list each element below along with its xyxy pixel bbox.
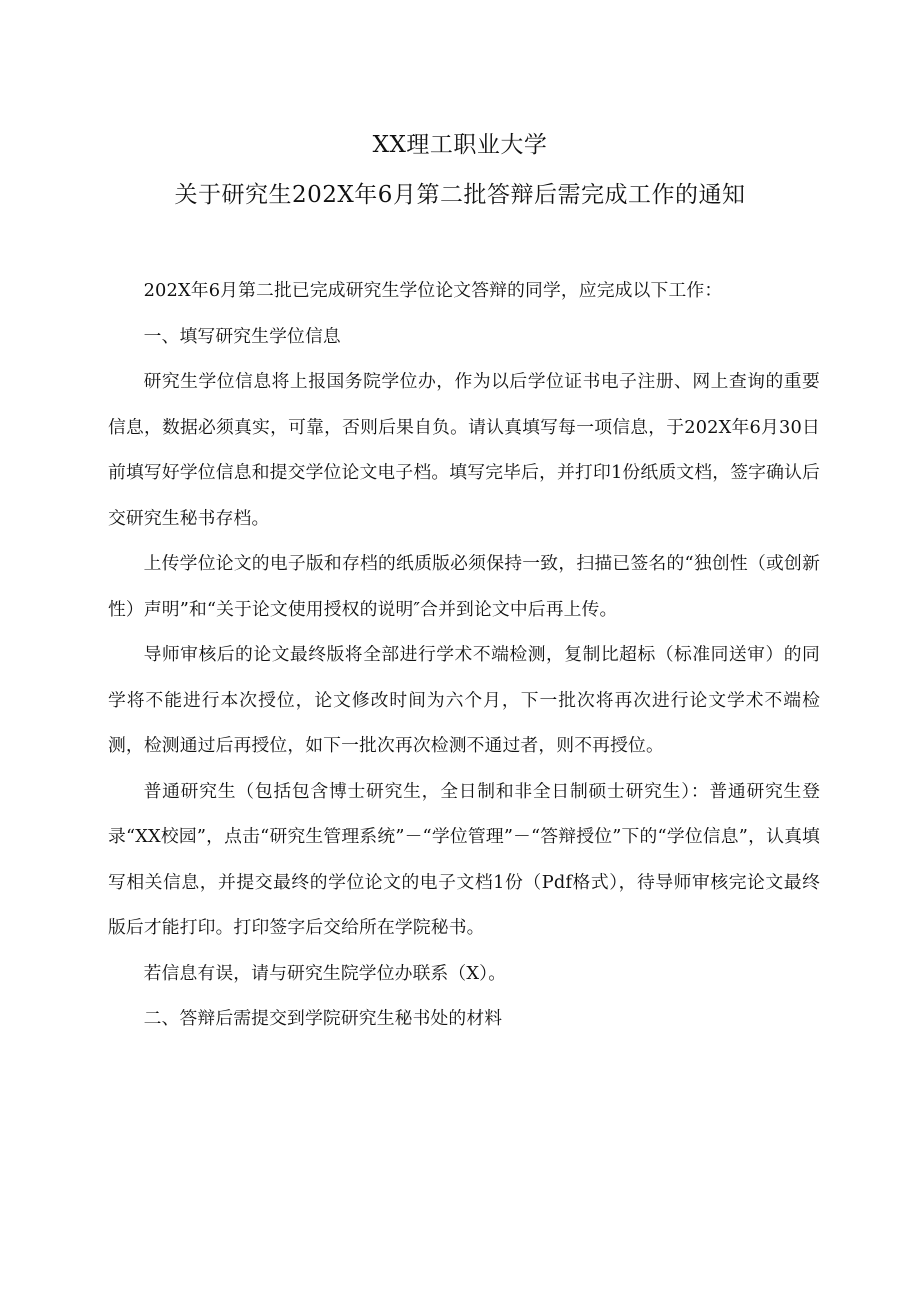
section-heading-2: 二、答辩后需提交到学院研究生秘书处的材料 (143, 1008, 503, 1029)
body-paragraph: 上传学位论文的电子版和存档的纸质版必须保持一致，扫描已签名的“独创性（或创新性）声明”和“关于论文使用授权的说明″合并到论文中后再上传。 (108, 553, 820, 620)
intro-paragraph: 202X年6月第二批已完成研究生学位论文答辩的同学，应完成以下工作： (143, 280, 723, 301)
contact-paragraph: 若信息有误，请与研究生院学位办联系（X）。 (143, 962, 507, 984)
section-heading-1: 一、填写研究生学位信息 (143, 325, 341, 347)
body-paragraph: 研究生学位信息将上报国务院学位办，作为以后学位证书电子注册、网上查询的重要信息，数据必须真实，可靠，否则后果自负。请认真填写每一项信息，于202X年6月30日前填写好学位信息和提交学位论文电子档。填写完毕后，并打印1份纸质文档，签字确认后交研究生秘书存档。 (108, 371, 820, 529)
body-paragraph: 导师审核后的论文最终版将全部进行学术不端检测，复制比超标（标准同送审）的同学将不能进行本次授位，论文修改时间为六个月，下一批次将再次进行论文学术不端检测，检测通过后再授位，如下一批次再次检测不通过者，则不再授位。 (108, 644, 820, 756)
body-paragraph: 普通研究生（包括包含博士研究生，全日制和非全日制硕士研究生）：普通研究生登录“XX校园”，点击“研究生管理系统”－“学位管理”－“答辩授位”下的“学位信息”，认真填写相关信息，并提交最终的学位论文的电子文档1份（Pdf格式），待导师审核完论文最终版后才能打印。打印签字后交给所在学院秘书。 (108, 780, 820, 938)
document-title-institution: XX理工职业大学 (372, 132, 548, 158)
document-body (108, 268, 820, 1042)
document-title-notice: 关于研究生202X年6月第二批答辩后需完成工作的通知 (174, 182, 746, 208)
